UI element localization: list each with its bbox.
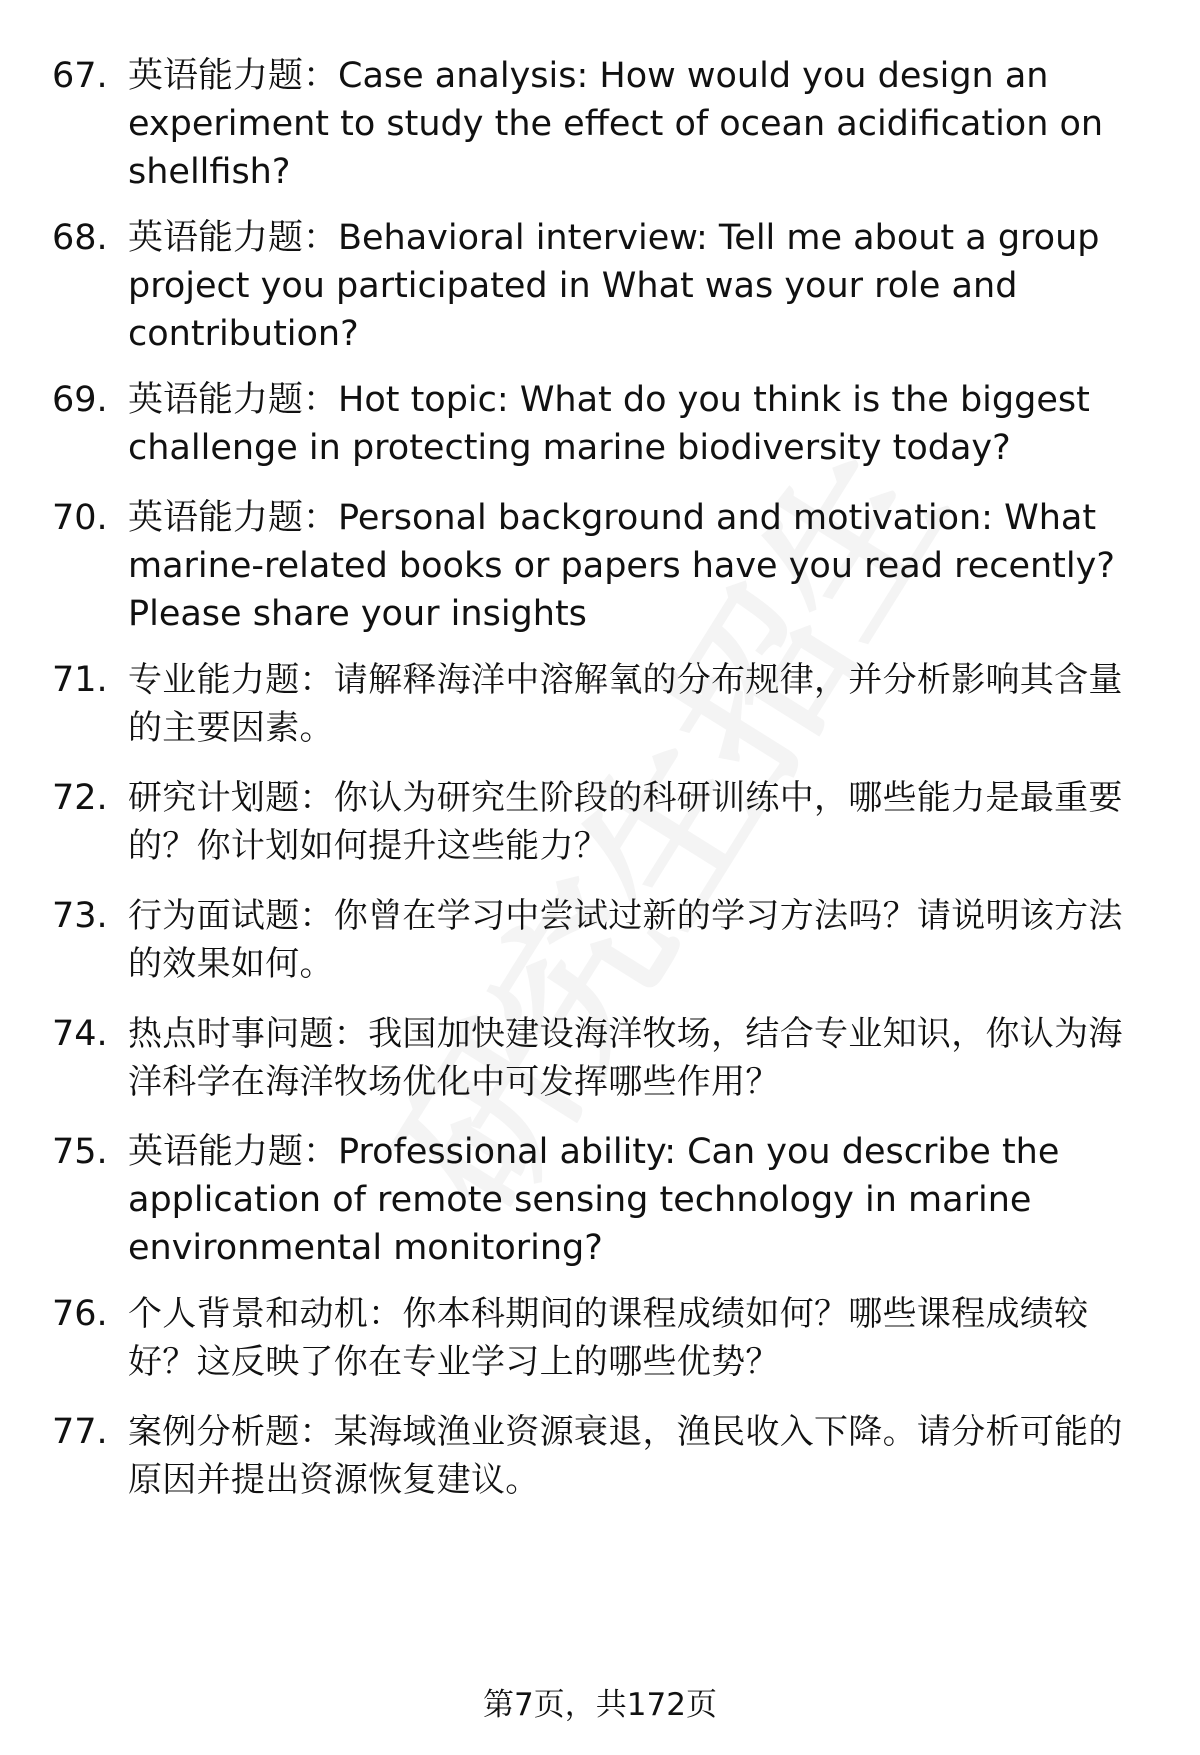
question-text: 热点时事问题：我国加快建设海洋牧场，结合专业知识，你认为海洋科学在海洋牧场优化中可发挥哪些作用？ (128, 1014, 1123, 1102)
question-number: 77. (52, 1412, 108, 1452)
question-number: 70. (52, 498, 108, 538)
question-number: 68. (52, 218, 108, 258)
question-number: 74. (52, 1014, 108, 1054)
question-number: 69. (52, 380, 108, 420)
question-number: 75. (52, 1132, 108, 1172)
question-number: 73. (52, 896, 108, 936)
question-text: 案例分析题：某海域渔业资源衰退，渔民收入下降。请分析可能的原因并提出资源恢复建议。 (128, 1412, 1123, 1500)
page-footer: 第7页，共172页 (483, 1687, 717, 1723)
question-number: 67. (52, 56, 108, 96)
question-text: 研究计划题：你认为研究生阶段的科研训练中，哪些能力是最重要的？你计划如何提升这些能力？ (128, 778, 1123, 866)
question-number: 71. (52, 660, 108, 700)
question-number: 76. (52, 1294, 108, 1334)
question-text: 英语能力题：Professional ability: Can you describe the application of remote sensing technology in marine environmental monitoring? (128, 1132, 1060, 1268)
question-text: 英语能力题：Case analysis: How would you design an experiment to study the effect of ocean acidification on shellfish? (128, 56, 1104, 192)
question-text: 个人背景和动机：你本科期间的课程成绩如何？哪些课程成绩较好？这反映了你在专业学习上的哪些优势？ (128, 1294, 1089, 1382)
question-text: 英语能力题：Hot topic: What do you think is the biggest challenge in protecting marine biodiversity today? (128, 380, 1090, 468)
question-text: 专业能力题：请解释海洋中溶解氧的分布规律，并分析影响其含量的主要因素。 (128, 660, 1123, 748)
question-text: 英语能力题：Behavioral interview: Tell me about a group project you participated in What was your role and contribution? (128, 218, 1100, 354)
question-text: 英语能力题：Personal background and motivation: What marine-related books or papers have you read recently? Please share your insights (128, 498, 1115, 634)
question-text: 行为面试题：你曾在学习中尝试过新的学习方法吗？请说明该方法的效果如何。 (128, 896, 1123, 984)
question-number: 72. (52, 778, 108, 818)
